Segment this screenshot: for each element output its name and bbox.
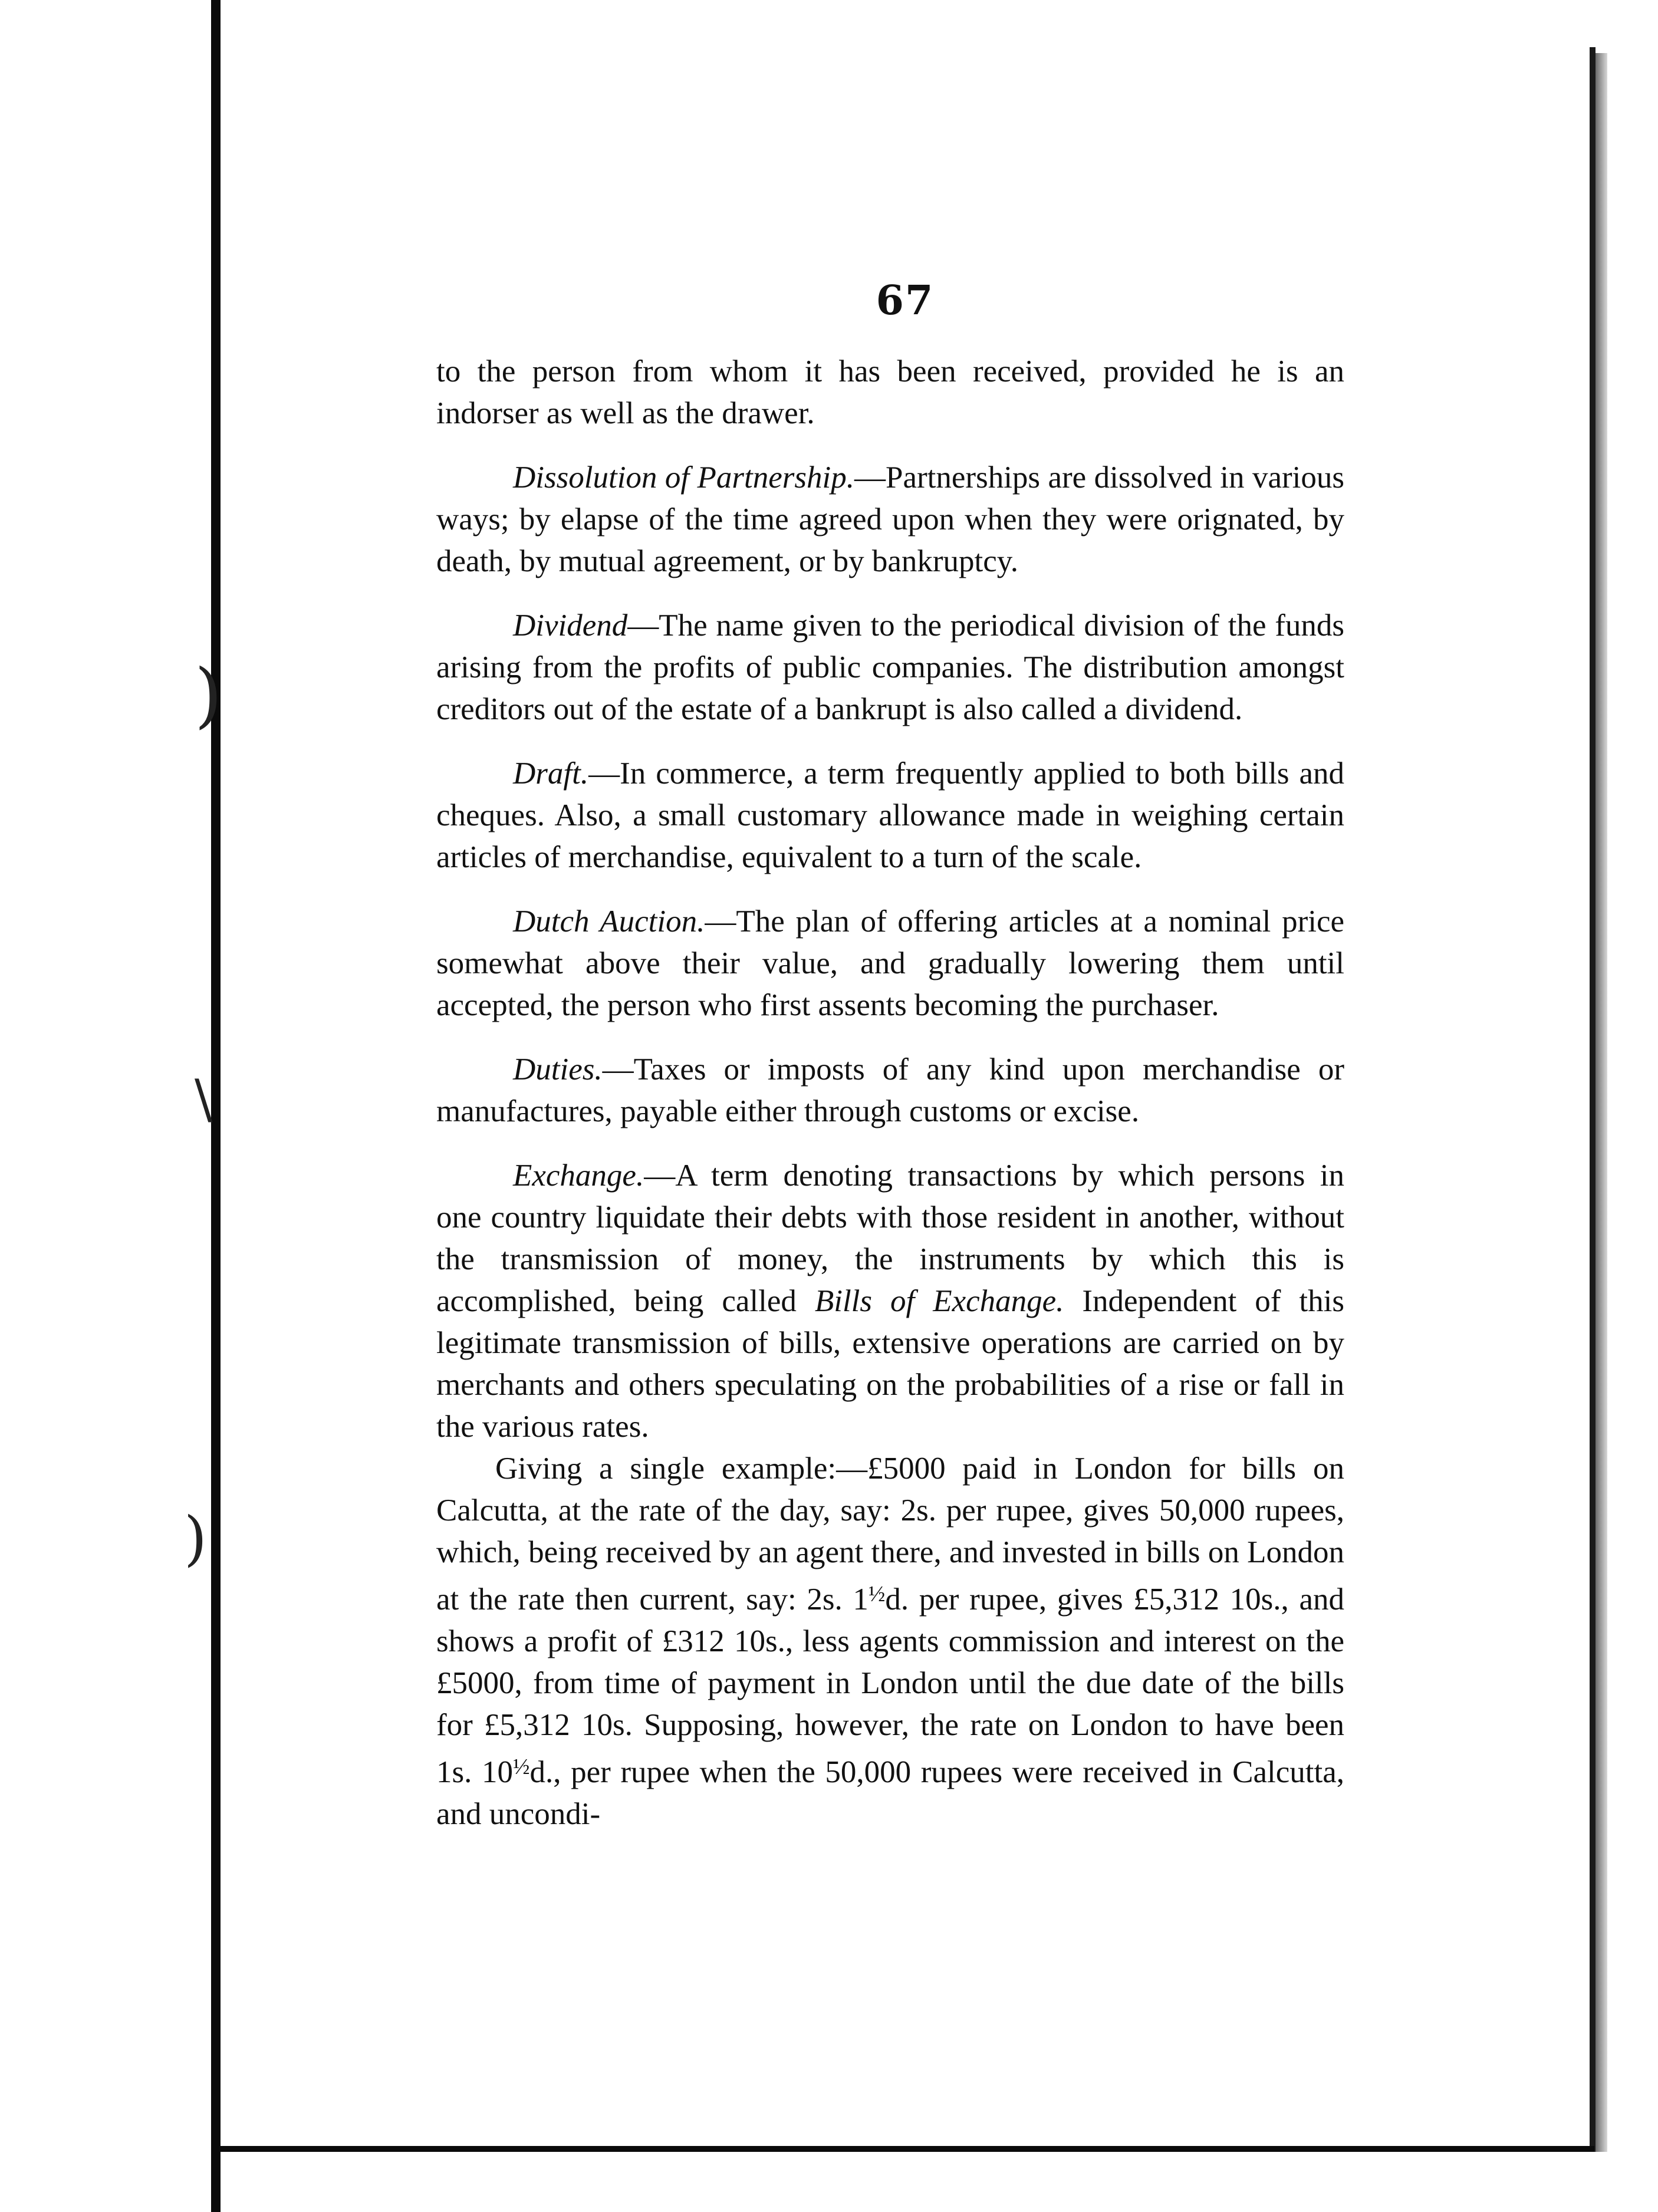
example-text-continued: d. per rupee, gives £5,312 10s., and shows a profit of £312 10s., less agents commission and interest on the £5000, from time of payment in London until the due date of the bills for £5,312 10s. Supposing, however, the rate on London to have been 1s. 10: [436, 1582, 1344, 1789]
entry-definition: —Partnerships are dissolved in various ways; by elapse of the time agreed upon when they were orignated, by death, by mutual agreement, or by bankruptcy.: [436, 460, 1344, 578]
fraction-half: ½: [868, 1582, 886, 1607]
entry-term: Dividend: [513, 608, 628, 643]
page-header: [221, 0, 1590, 354]
glossary-entry: [436, 457, 1344, 582]
fraction-half: ½: [512, 1755, 530, 1779]
glossary-entry: [436, 901, 1344, 1026]
entry-definition: —In commerce, a term frequently applied to both bills and cheques. Also, a small customary allowance made in weighing certain articles of merchandise, equivalent to a turn of the scale.: [436, 756, 1344, 874]
page-right-edge: [1590, 47, 1596, 2152]
entry-definition: —Taxes or imposts of any kind upon merchandise or manufactures, payable either through customs or excise.: [436, 1052, 1344, 1128]
glossary-entry: [436, 753, 1344, 878]
example-text: Giving a single example:—£5000 paid in London for bills on Calcutta, at the rate of the day, say: 2s. per rupee, gives 50,000 rupees, which, being received by an agent there, and invested in bills on London at the rate then current, say: 2s. 1: [436, 1451, 1344, 1617]
entry-term: Dutch Auction.: [513, 904, 705, 939]
example-text-end: d., per rupee when the 50,000 rupees were received in Calcutta, and uncondi-: [436, 1755, 1344, 1831]
example-paragraph: [436, 1448, 1344, 1835]
paragraph: [436, 351, 1344, 434]
gutter-bleed-mark: ): [195, 654, 222, 736]
gutter-bleed-mark: \: [195, 1068, 213, 1130]
body-text: [436, 351, 1344, 1835]
page-bottom-edge: [221, 2146, 1594, 2152]
paragraph-text: to the person from whom it has been received, provided he is an indorser as well as the drawer.: [436, 354, 1344, 430]
page-edge-shadow: [1596, 53, 1607, 2152]
binding-spine-line: [211, 0, 221, 2212]
page-number: 67: [876, 277, 935, 324]
entry-term: Draft.: [513, 756, 589, 791]
glossary-entry: [436, 1155, 1344, 1448]
gutter-bleed-mark: ): [184, 1504, 208, 1573]
entry-definition: —The plan of offering articles at a nominal price somewhat above their value, and gradually lowering them until accepted, the person who first assents becoming the purchaser.: [436, 904, 1344, 1022]
entry-term: Duties.: [513, 1052, 603, 1087]
entry-definition: —A term denoting transactions by which persons in one country liquidate their debts with those resident in another, without the transmission of money, the instruments by which this is accomplished, being called: [436, 1158, 1344, 1318]
entry-definition-continued: Independent of this legitimate transmission of bills, extensive operations are carried on by merchants and others speculating on the probabilities of a rise or fall in the various rates.: [436, 1284, 1344, 1444]
entry-term: Exchange.: [513, 1158, 644, 1193]
glossary-entry: [436, 1049, 1344, 1133]
entry-definition: —The name given to the periodical division of the funds arising from the profits of public companies. The distribution amongst creditors out of the estate of a bankrupt is also called a dividend.: [436, 608, 1344, 726]
glossary-entry: [436, 605, 1344, 730]
inline-term: Bills of Exchange.: [814, 1284, 1064, 1318]
left-gutter: [0, 0, 213, 2212]
entry-term: Dissolution of Partnership.: [513, 460, 855, 495]
